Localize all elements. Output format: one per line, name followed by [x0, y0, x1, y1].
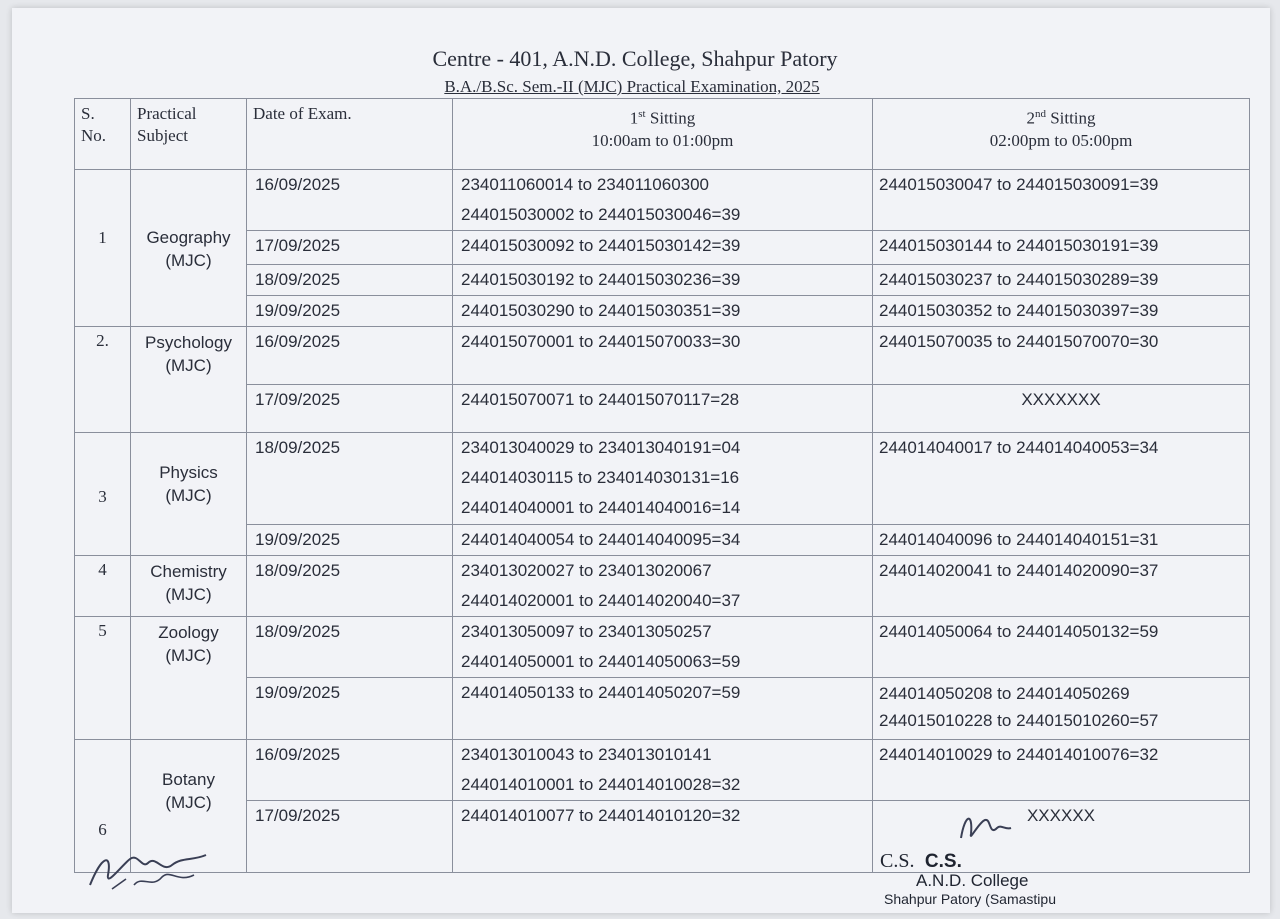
handwritten-signature-icon: [82, 845, 222, 895]
second-sitting-cell: 244014040096 to 244014040151=31: [873, 525, 1250, 556]
header-first-sitting-time: 10:00am to 01:00pm: [591, 130, 734, 150]
header-second-sitting-label: 2nd Sitting: [1026, 108, 1096, 128]
date-cell: 16/09/2025: [247, 327, 453, 385]
cs-stamp-label: C.S.: [924, 851, 962, 872]
first-sitting-cell: 234013010043 to 234013010141 244014010001 to 244014010028=32: [453, 740, 873, 801]
signature-block: [880, 850, 1110, 907]
second-sitting-cell: 244015030352 to 244015030397=39: [873, 296, 1250, 327]
subject-cell: Chemistry (MJC): [131, 556, 247, 617]
first-sitting-cell: 234013050097 to 234013050257 244014050001 to 244014050063=59: [453, 617, 873, 678]
table-row: [75, 327, 1250, 385]
sno-cell: 6: [75, 740, 131, 873]
first-sitting-cell: 244014040054 to 244014040095=34: [453, 525, 873, 556]
first-sitting-cell: 244015030192 to 244015030236=39: [453, 265, 873, 296]
header-subject-line1: Practical: [137, 104, 197, 123]
date-cell: 18/09/2025: [247, 265, 453, 296]
header-sno: [75, 99, 131, 170]
sno-cell: 3: [75, 433, 131, 556]
date-cell: 19/09/2025: [247, 525, 453, 556]
header-first-sitting: [453, 99, 873, 170]
date-cell: 17/09/2025: [247, 385, 453, 433]
second-sitting-cell: 244015030144 to 244015030191=39: [873, 231, 1250, 265]
date-cell: 19/09/2025: [247, 678, 453, 740]
first-sitting-cell: 244015030092 to 244015030142=39: [453, 231, 873, 265]
second-sitting-cell: 244014050064 to 244014050132=59: [873, 617, 1250, 678]
first-sitting-cell: 244015070001 to 244015070033=30: [453, 327, 873, 385]
first-sitting-cell: 244015070071 to 244015070117=28: [453, 385, 873, 433]
sno-cell: 1: [75, 170, 131, 327]
table-row: [75, 231, 1250, 265]
date-cell: 17/09/2025: [247, 801, 453, 873]
document-subtitle: B.A./B.Sc. Sem.-II (MJC) Practical Examination, 2025: [444, 77, 820, 96]
date-cell: 18/09/2025: [247, 556, 453, 617]
header-sno-line2: No.: [81, 126, 107, 145]
second-sitting-cell: 244014010029 to 244014010076=32: [873, 740, 1250, 801]
subject-cell: Botany (MJC): [131, 740, 247, 873]
subject-cell: Zoology (MJC): [131, 617, 247, 740]
cs-printed-label: C.S.: [880, 850, 915, 872]
date-cell: 16/09/2025: [247, 740, 453, 801]
table-row: [75, 385, 1250, 433]
header-first-sitting-label: 1st Sitting: [629, 108, 696, 128]
header-second-sitting: [873, 99, 1250, 170]
document-title: Centre - 401, A.N.D. College, Shahpur Patory: [432, 46, 838, 71]
exam-schedule-table: [74, 98, 1250, 873]
handwritten-signature-icon: [955, 808, 1015, 848]
table-row: [75, 556, 1250, 617]
header-sno-line1: S.: [81, 104, 95, 123]
date-cell: 18/09/2025: [247, 617, 453, 678]
place-stamp-label: Shahpur Patory (Samastipu: [884, 891, 1056, 907]
table-header-row: [75, 99, 1250, 170]
first-sitting-cell: 244015030290 to 244015030351=39: [453, 296, 873, 327]
date-cell: 16/09/2025: [247, 170, 453, 231]
date-cell: 17/09/2025: [247, 231, 453, 265]
college-stamp-label: A.N.D. College: [916, 871, 1029, 890]
second-sitting-cell: 244015030237 to 244015030289=39: [873, 265, 1250, 296]
first-sitting-cell: 244014050133 to 244014050207=59: [453, 678, 873, 740]
subject-cell: Physics (MJC): [131, 433, 247, 556]
header-second-sitting-time: 02:00pm to 05:00pm: [989, 130, 1133, 150]
table-row: [75, 617, 1250, 678]
header-date: [247, 99, 453, 170]
sno-cell: 5: [75, 617, 131, 740]
table-row: [75, 678, 1250, 740]
table-row: [75, 525, 1250, 556]
second-sitting-cell: 244014040017 to 244014040053=34: [873, 433, 1250, 525]
header-date-label: Date of Exam.: [253, 104, 352, 123]
table-row: [75, 740, 1250, 801]
first-sitting-cell: 234011060014 to 234011060300 244015030002 to 244015030046=39: [453, 170, 873, 231]
table-row: [75, 433, 1250, 525]
header-subject: [131, 99, 247, 170]
date-cell: 18/09/2025: [247, 433, 453, 525]
sno-cell: 4: [75, 556, 131, 617]
table-row: [75, 265, 1250, 296]
date-cell: 19/09/2025: [247, 296, 453, 327]
subject-cell: Psychology (MJC): [131, 327, 247, 433]
second-sitting-cell: 244014020041 to 244014020090=37: [873, 556, 1250, 617]
subject-cell: Geography (MJC): [131, 170, 247, 327]
second-sitting-cell: 244014050208 to 244014050269 244015010228 to 244015010260=57: [873, 678, 1250, 740]
sno-cell: 2.: [75, 327, 131, 433]
second-sitting-cell: XXXXXX: [873, 801, 1250, 873]
table-row: [75, 170, 1250, 231]
second-sitting-cell: 244015070035 to 244015070070=30: [873, 327, 1250, 385]
first-sitting-cell: 244014010077 to 244014010120=32: [453, 801, 873, 873]
second-sitting-cell: 244015030047 to 244015030091=39: [873, 170, 1250, 231]
header-subject-line2: Subject: [137, 126, 188, 145]
second-sitting-cell: XXXXXXX: [873, 385, 1250, 433]
first-sitting-cell: 234013040029 to 234013040191=04 244014030115 to 234014030131=16 244014040001 to 244014040016=14: [453, 433, 873, 525]
table-row: [75, 296, 1250, 327]
first-sitting-cell: 234013020027 to 234013020067 244014020001 to 244014020040=37: [453, 556, 873, 617]
